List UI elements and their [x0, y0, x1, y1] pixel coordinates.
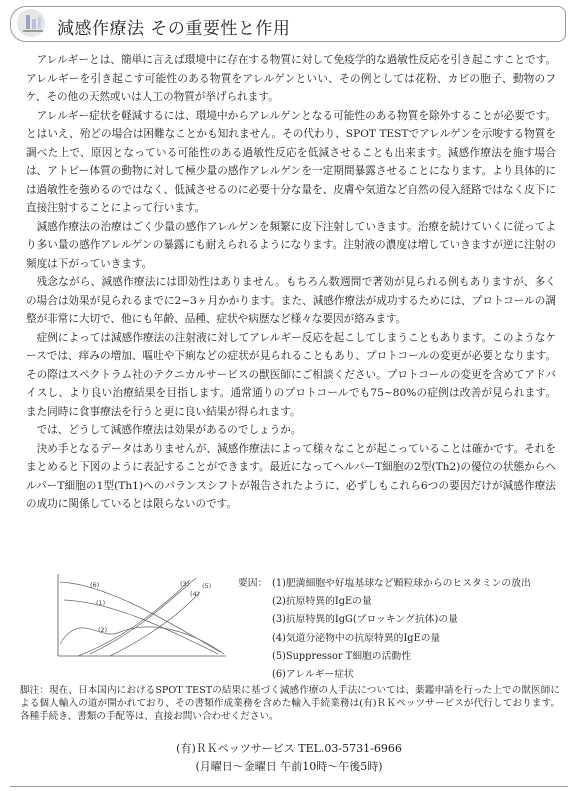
legend-item: (4)気道分泌物中の抗原特異的IgEの量: [272, 632, 441, 644]
legend-title: 要因：: [238, 578, 268, 589]
curve-label-1: (1): [96, 599, 106, 607]
paragraph: アレルギーとは、簡単に言えば環境中に存在する物質に対して免疫学的な過敏性反応を引き起こすことです。アレルギーを引き起こす可能性のある物質をアレルゲンといい、その例としては花粉、カビの胞子、動物のフケ、その他の天然或いは人工の物質が挙げられます。: [26, 54, 556, 103]
curve-label-6: (6): [90, 581, 100, 589]
legend-item: (1)肥満細胞や好塩基球など顆粒球からのヒスタミンの放出: [272, 578, 531, 589]
legend-item: (6)アレルギー症状: [272, 669, 354, 681]
page-title: 減感作療法 その重要性と作用: [57, 19, 291, 39]
curve-label-3: (3): [180, 580, 190, 588]
legend-item: (3)抗原特異的IgG(ブロッキング抗体)の量: [272, 614, 458, 626]
legend-item: (2)抗原特異的IgEの量: [272, 596, 372, 608]
factor-figure: [40, 570, 560, 681]
title-decoration-icon: [15, 7, 51, 39]
contact-company: (有)ＲＫペッツサービス TEL.03-5731-6966: [176, 742, 402, 755]
curve-label-5: (5): [202, 582, 212, 590]
title-bar: [10, 6, 566, 42]
paragraph: 症例によっては減感作療法の注射液に対してアレルギー反応を起こしてしまうこともあります。このようなケースでは、痒みの増加、嘔吐や下痢などの症状が見られることもあり、プロトコールの変更が必要となります。その際はスペクトラム社のテクニカルサービスの獣医師にご相談ください。プロトコールの変更を含めてアドバイスし、より良い治療結果を目指します。通常通りのプロトコールでも75~80%の症例は改善が見られます。また同時に食事療法を行うと更に良い結果が得られます。: [26, 331, 556, 418]
paragraph: 減感作療法の治療はごく少量の感作アレルゲンを頻繁に皮下注射していきます。治療を続けていくに従ってより多い量の感作アレルゲンの暴露にも耐えられるようになります。注射液の濃度は増していきますが逆に注射の頻度は下がっていきます。: [26, 220, 556, 270]
paragraph: 決め手となるデータはありませんが、減感作療法によって様々なことが起こっていることは確かです。それをまとめると下図のように表記することができます。最近になってヘルパーT細胞の2型(Th2)の優位の状態からヘルパーT細胞の1型(Th1)へのバランスシフトが報告されたように、必ずしもこれら6つの要因だけが減感作療法の成功に関係しているとは限らないのです。: [26, 442, 556, 510]
paragraph: 残念ながら、減感作療法には即効性はありません。もちろん数週間で著効が見られる例もありますが、多くの場合は効果が見られるまでに2~3ヶ月かかります。また、減感作療法が成功するためには、プロトコールの調整が非常に大切で、他にも年齢、品種、症状や病歴など様々な要因が絡みます。: [26, 276, 556, 325]
factor-diagram: [40, 570, 230, 660]
paragraph: アレルギー症状を軽減するには、環境中からアレルゲンとなる可能性のある物質を除外することが必要です。とはいえ、殆どの場合は困難なことかも知れません。その代わり、SPOT TESTでアレルゲンを示唆する物質を調べた上で、原因となっている可能性のある過敏性反応を低減させることも出来ます。減感作療法を施す場合は、アトピー体質の動物に対して極少量の感作アレルゲンを一定期間暴露させることになります。より具体的には過敏性を強めるのではなく、低減させるのに必要十分な量を、皮膚や気道など自然の侵入経路ではなく皮下に直接注射することによって行います。: [26, 109, 556, 214]
article-body: [26, 51, 556, 514]
curve-label-2: (2): [98, 626, 108, 634]
factor-legend: [272, 575, 531, 684]
paragraph: では、どうして減感作療法は効果があるのでしょうか。: [36, 424, 302, 436]
bottom-divider: [10, 786, 568, 787]
curve-label-4: (4): [190, 590, 200, 598]
legend-item: (5)Suppressor T細胞の活動性: [272, 650, 411, 662]
contact-hours: (月曜日～金曜日 午前10時～午後5時): [195, 760, 383, 773]
footnote: 脚注：現在、日本国内におけるSPOT TESTの結果に基づく減感作療の人手法については、薬鑑申請を行った上での獣医師による個人輸入の道が開かれており、その書類作成業務を含めた輸入手続業務は(有)ＲＫペッツサービスが代行しております。各種手続き、書類の手配等は、直接お問い合わせください。: [20, 685, 560, 723]
curve-2: [60, 627, 224, 654]
curve-3: [78, 580, 190, 656]
